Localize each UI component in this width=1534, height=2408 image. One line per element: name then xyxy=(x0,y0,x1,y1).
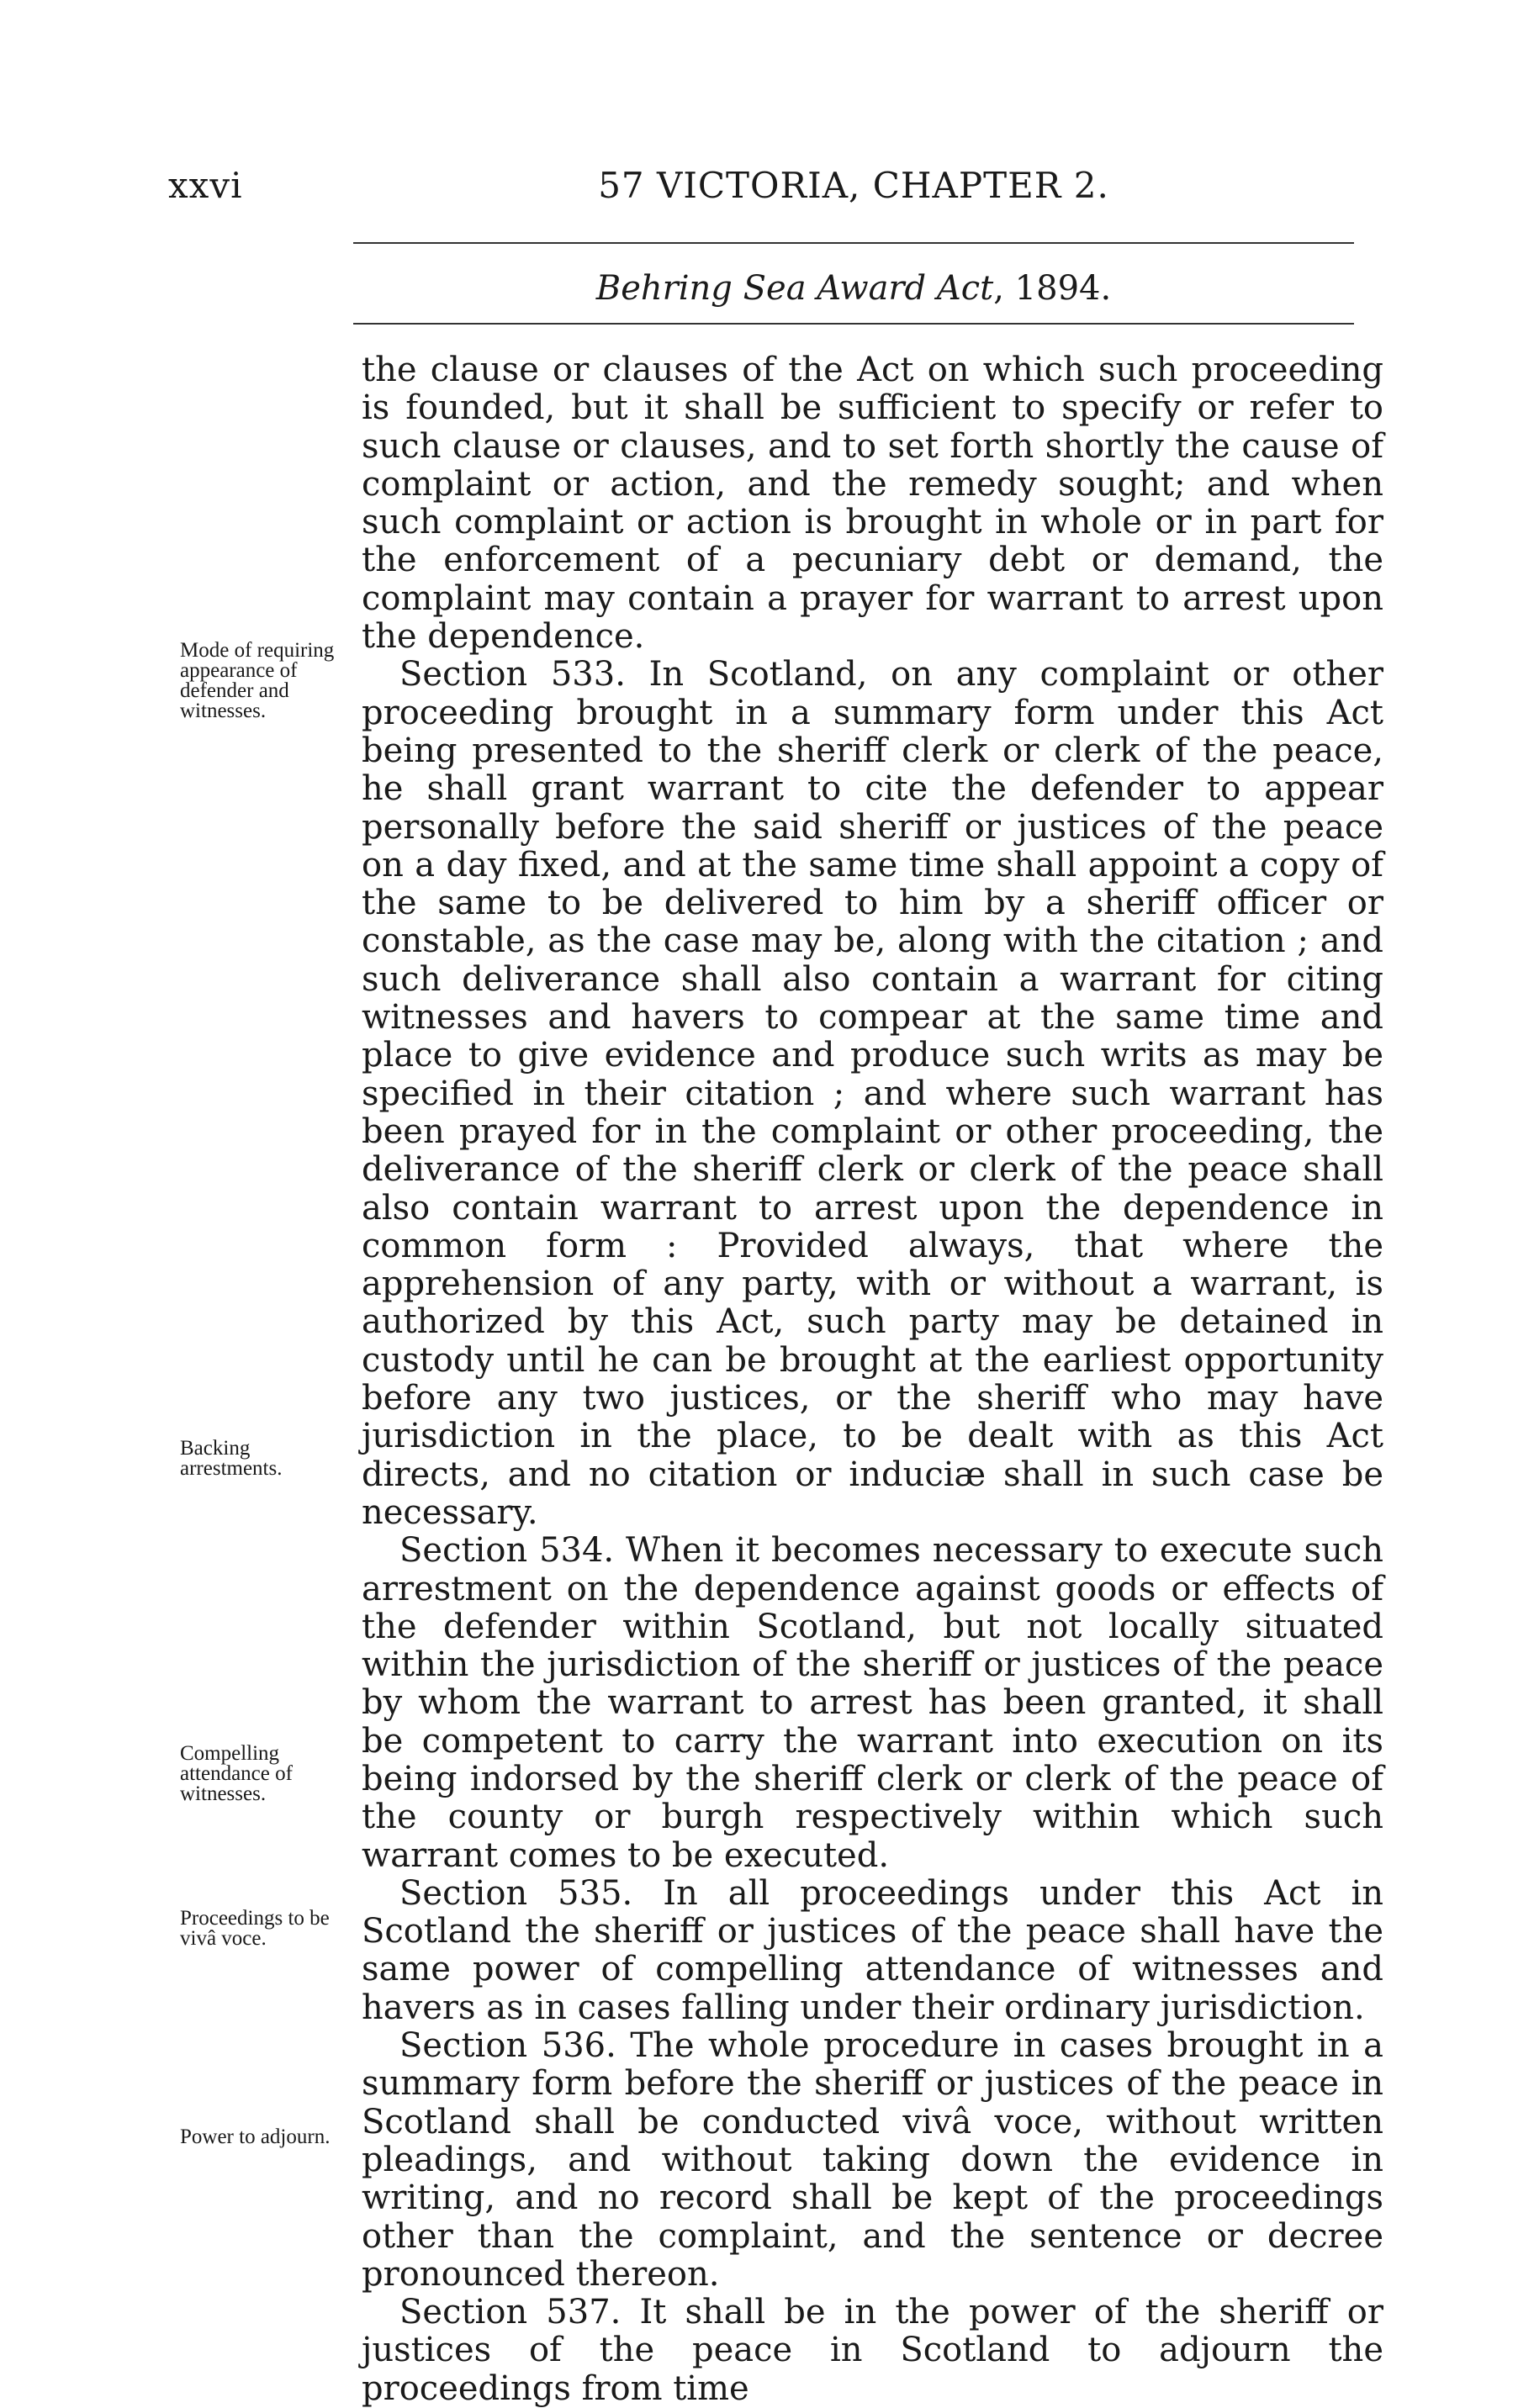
paragraph-section-535: Section 535. In all proceedings under this Act in Scotland the sheriff or justices of the peace shall have the same power of compelling attendance of witnesses and havers as in cases falling under their ordinary jurisdiction. xyxy=(362,1873,1383,2027)
header-rule-top xyxy=(353,242,1354,244)
act-subtitle xyxy=(353,269,1354,308)
margin-note-compelling: Compelling attendance of witnesses. xyxy=(180,1742,293,1805)
running-title: 57 VICTORIA, CHAPTER 2. xyxy=(598,165,1109,206)
paragraph-continuation: the clause or clauses of the Act on which such proceeding is founded, but it shall be sufficient to specify or refer to such clause or clauses, and to set forth shortly the cause of complaint or action, and the remedy sought; and when such complaint or action is brought in whole or in part for the enforcement of a pecuniary debt or demand, the complaint may contain a prayer for warrant to arrest upon the dependence. xyxy=(362,351,1383,657)
act-year: , 1894. xyxy=(993,269,1112,308)
margin-note-power: Power to adjourn. xyxy=(180,2125,331,2148)
act-title: Behring Sea Award Act xyxy=(595,269,994,308)
paragraph-section-536: Section 536. The whole procedure in cases brought in a summary form before the sheriff or justices of the peace in Scotland shall be conducted vivâ voce, without written pleadings, and without taking down the evidence in writing, and no record shall be kept of the proceedings other than the complaint, and the sentence or decree pronounced thereon. xyxy=(362,2026,1383,2294)
paragraph-section-534: Section 534. When it becomes necessary to execute such arrestment on the dependence against goods or effects of the defender within Scotland, but not locally situated within the jurisdiction of the sheriff or justices of the peace by whom the warrant to arrest has been granted, it shall be competent to carry the warrant into execution on its being indorsed by the sheriff clerk or clerk of the peace of the county or burgh respectively within which such warrant comes to be executed. xyxy=(362,1531,1383,1875)
paragraph-section-533: Section 533. In Scotland, on any complaint or other proceeding brought in a summary form under this Act being presented to the sheriff clerk or clerk of the peace, he shall grant warrant to cite the defender to appear personally before the said sheriff or justices of the peace on a day fixed, and at the same time shall appoint a copy of the same to be delivered to him by a sheriff officer or constable, as the case may be, along with the citation ; and such deliverance shall also contain a warrant for citing witnesses and havers to compear at the same time and place to give evidence and produce such writs as may be specified in their citation ; and where such warrant has been prayed for in the complaint or other proceeding, the deliverance of the sheriff clerk or clerk of the peace shall also contain warrant to arrest upon the dependence in common form : Provided always, that where the apprehension of any party, with or without a warrant, is authorized by this Act, such party may be detained in custody until he can be brought at the earliest opportunity before any two justices, or the sheriff who may have jurisdiction in the place, to be dealt with as this Act directs, and no citation or induciæ shall in such case be necessary. xyxy=(362,655,1383,1532)
margin-note-mode: Mode of requiring appearance of defender and witnesses. xyxy=(180,639,335,722)
margin-note-backing: Backing arrestments. xyxy=(180,1437,283,1480)
body-text xyxy=(362,351,1383,2408)
paragraph-section-537: Section 537. It shall be in the power of the sheriff or justices of the peace in Scotland to adjourn the proceedings from time xyxy=(362,2293,1383,2408)
margin-note-proceedings: Proceedings to be vivâ voce. xyxy=(180,1907,330,1950)
page-number: xxvi xyxy=(168,165,243,206)
header-rule-bottom xyxy=(353,323,1354,325)
